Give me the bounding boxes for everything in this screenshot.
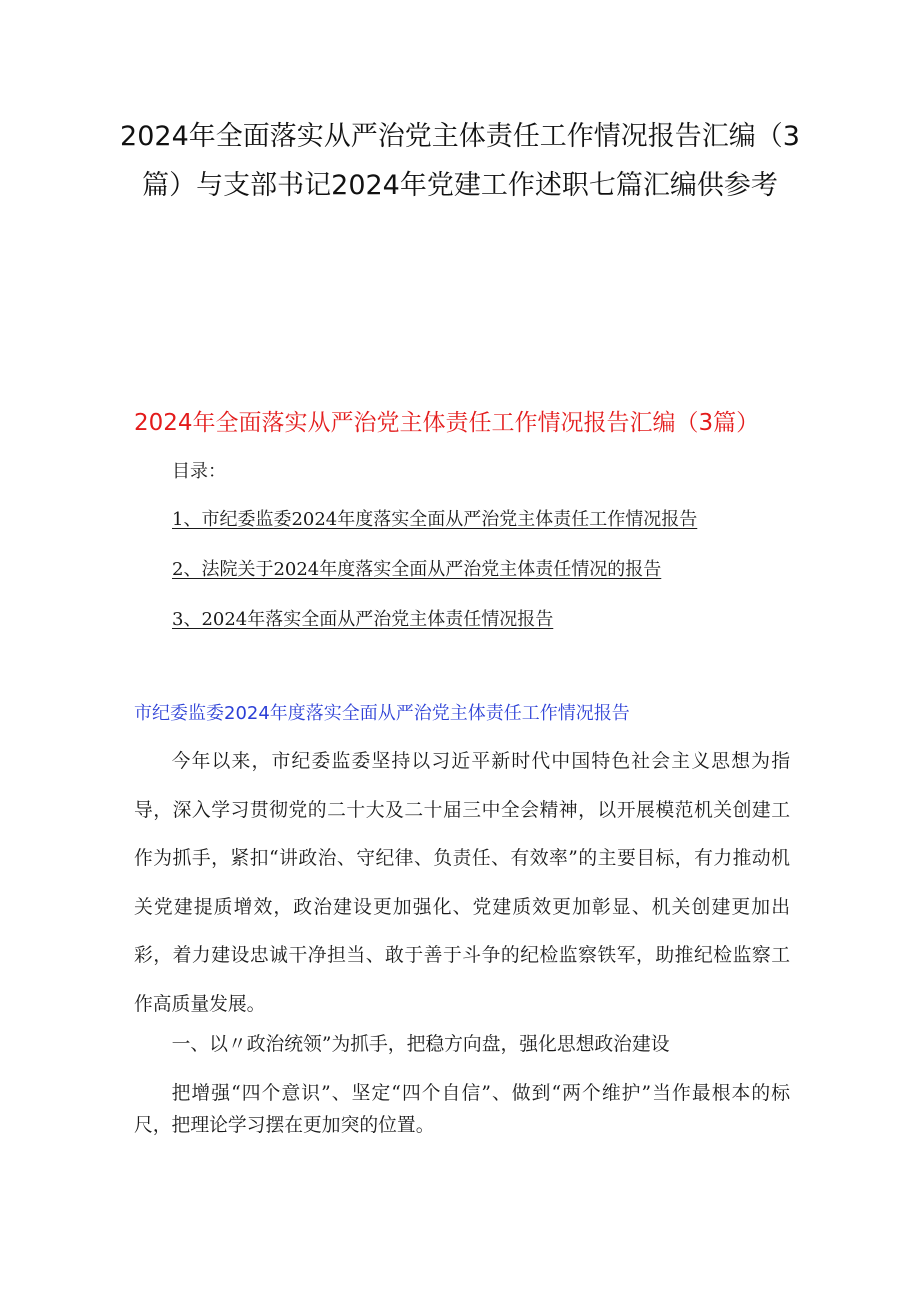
body-paragraph-intro: 今年以来，市纪委监委坚持以习近平新时代中国特色社会主义思想为指导，深入学习贯彻党的二十大及二十届三中全会精神，以开展模范机关创建工作为抓手，紧扣“讲政治、守纪律、负责任、有效率”的主要目标，有力推动机关党建提质增效，政治建设更加强化、党建质效更加彰显、机关创建更加出彩，着力建设忠诚干净担当、敢于善于斗争的纪检监察铁军，助推纪检监察工作高质量发展。 [134, 751, 790, 1015]
body-paragraph-heading-1: 一、以〃政治统领”为抓手，把稳方向盘，强化思想政治建设 [171, 1034, 670, 1055]
article-title: 市纪委监委2024年度落实全面从严治党主体责任工作情况报告 [134, 703, 630, 724]
toc-item [172, 506, 697, 556]
toc-link-3[interactable]: 3、2024年落实全面从严治党主体责任情况报告 [172, 609, 554, 630]
section-title: 2024年全面落实从严治党主体责任工作情况报告汇编（3篇） [134, 410, 760, 436]
table-of-contents [172, 506, 697, 656]
toc-item [172, 606, 697, 656]
document-main-title: 2024年全面落实从严治党主体责任工作情况报告汇编（3篇）与支部书记2024年党建工作述职七篇汇编供参考 [120, 121, 800, 201]
toc-item [172, 556, 697, 606]
toc-link-2[interactable]: 2、法院关于2024年度落实全面从严治党主体责任情况的报告 [172, 559, 662, 580]
toc-link-1[interactable]: 1、市纪委监委2024年度落实全面从严治党主体责任工作情况报告 [172, 509, 698, 530]
body-paragraph-2: 把增强“四个意识”、坚定“四个自信”、做到“两个维护”当作最根本的标尺，把理论学习摆在更加突的位置。 [134, 1083, 790, 1136]
toc-label: 目录： [172, 461, 226, 482]
